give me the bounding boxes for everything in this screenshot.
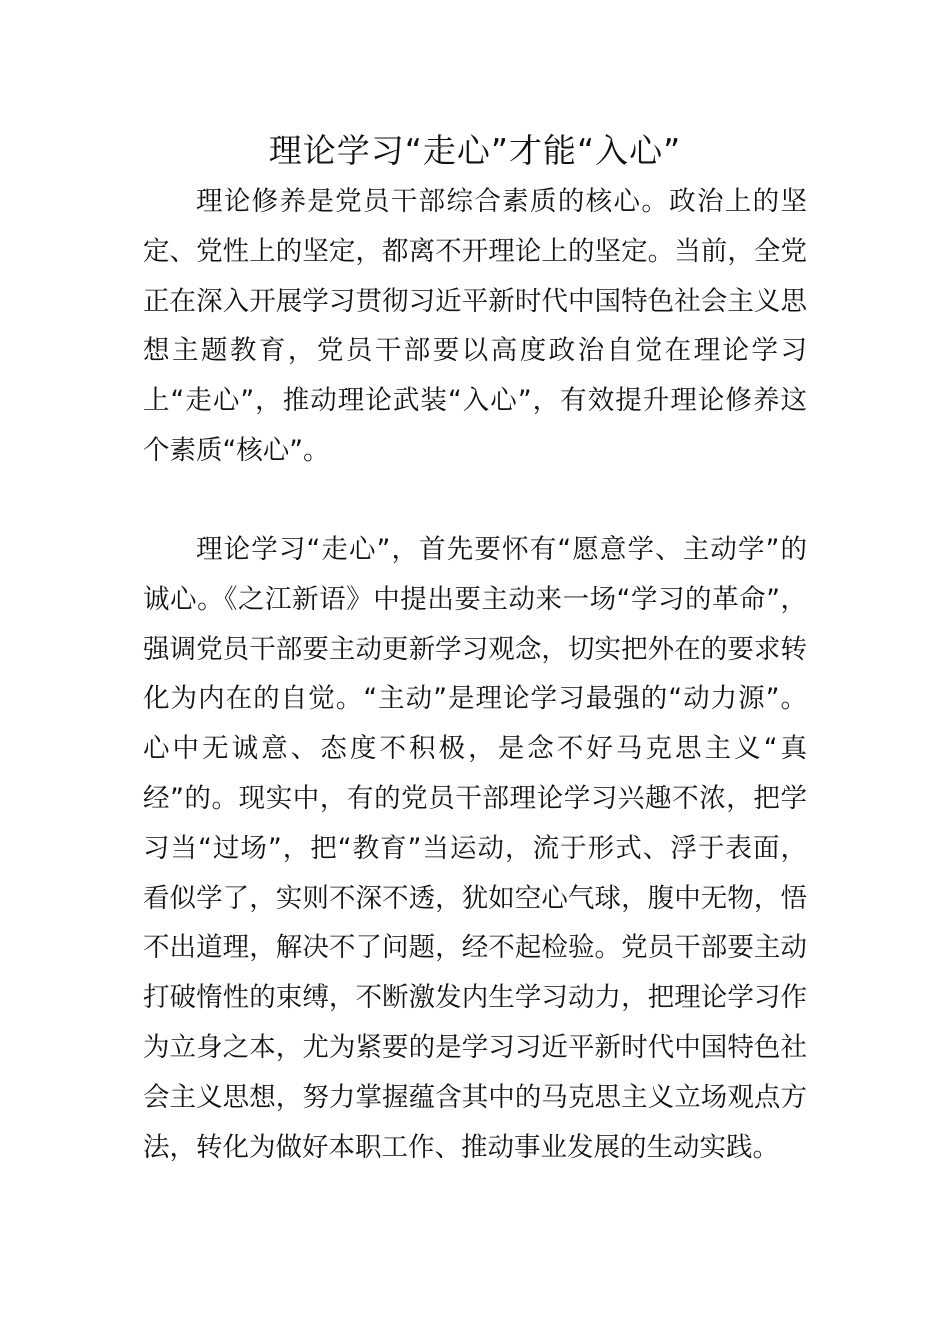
paragraph-1: 理论修养是党员干部综合素质的核心。政治上的坚定、党性上的坚定，都离不开理论上的坚定。当前，全党正在深入开展学习贯彻习近平新时代中国特色社会主义思想主题教育，党员干部要以高度政治自觉在理论学习上“走心”，推动理论武装“入心”，有效提升理论修养这个素质“核心”。 (143, 186, 807, 466)
document-title: 理论学习“走心”才能“入心” (268, 131, 682, 170)
paragraph-2: 理论学习“走心”，首先要怀有“愿意学、主动学”的诚心。《之江新语》中提出要主动来一场“学习的革命”，强调党员干部要主动更新学习观念，切实把外在的要求转化为内在的自觉。“主动”是理论学习最强的“动力源”。心中无诚意、态度不积极，是念不好马克思主义“真经”的。现实中，有的党员干部理论学习兴趣不浓，把学习当“过场”，把“教育”当运动，流于形式、浮于表面，看似学了，实则不深不透，犹如空心气球，腹中无物，悟不出道理，解决不了问题，经不起检验。党员干部要主动打破惰性的束缚，不断激发内生学习动力，把理论学习作为立身之本，尤为紧要的是学习习近平新时代中国特色社会主义思想，努力掌握蕴含其中的马克思主义立场观点方法，转化为做好本职工作、推动事业发展的生动实践。 (143, 534, 807, 1163)
